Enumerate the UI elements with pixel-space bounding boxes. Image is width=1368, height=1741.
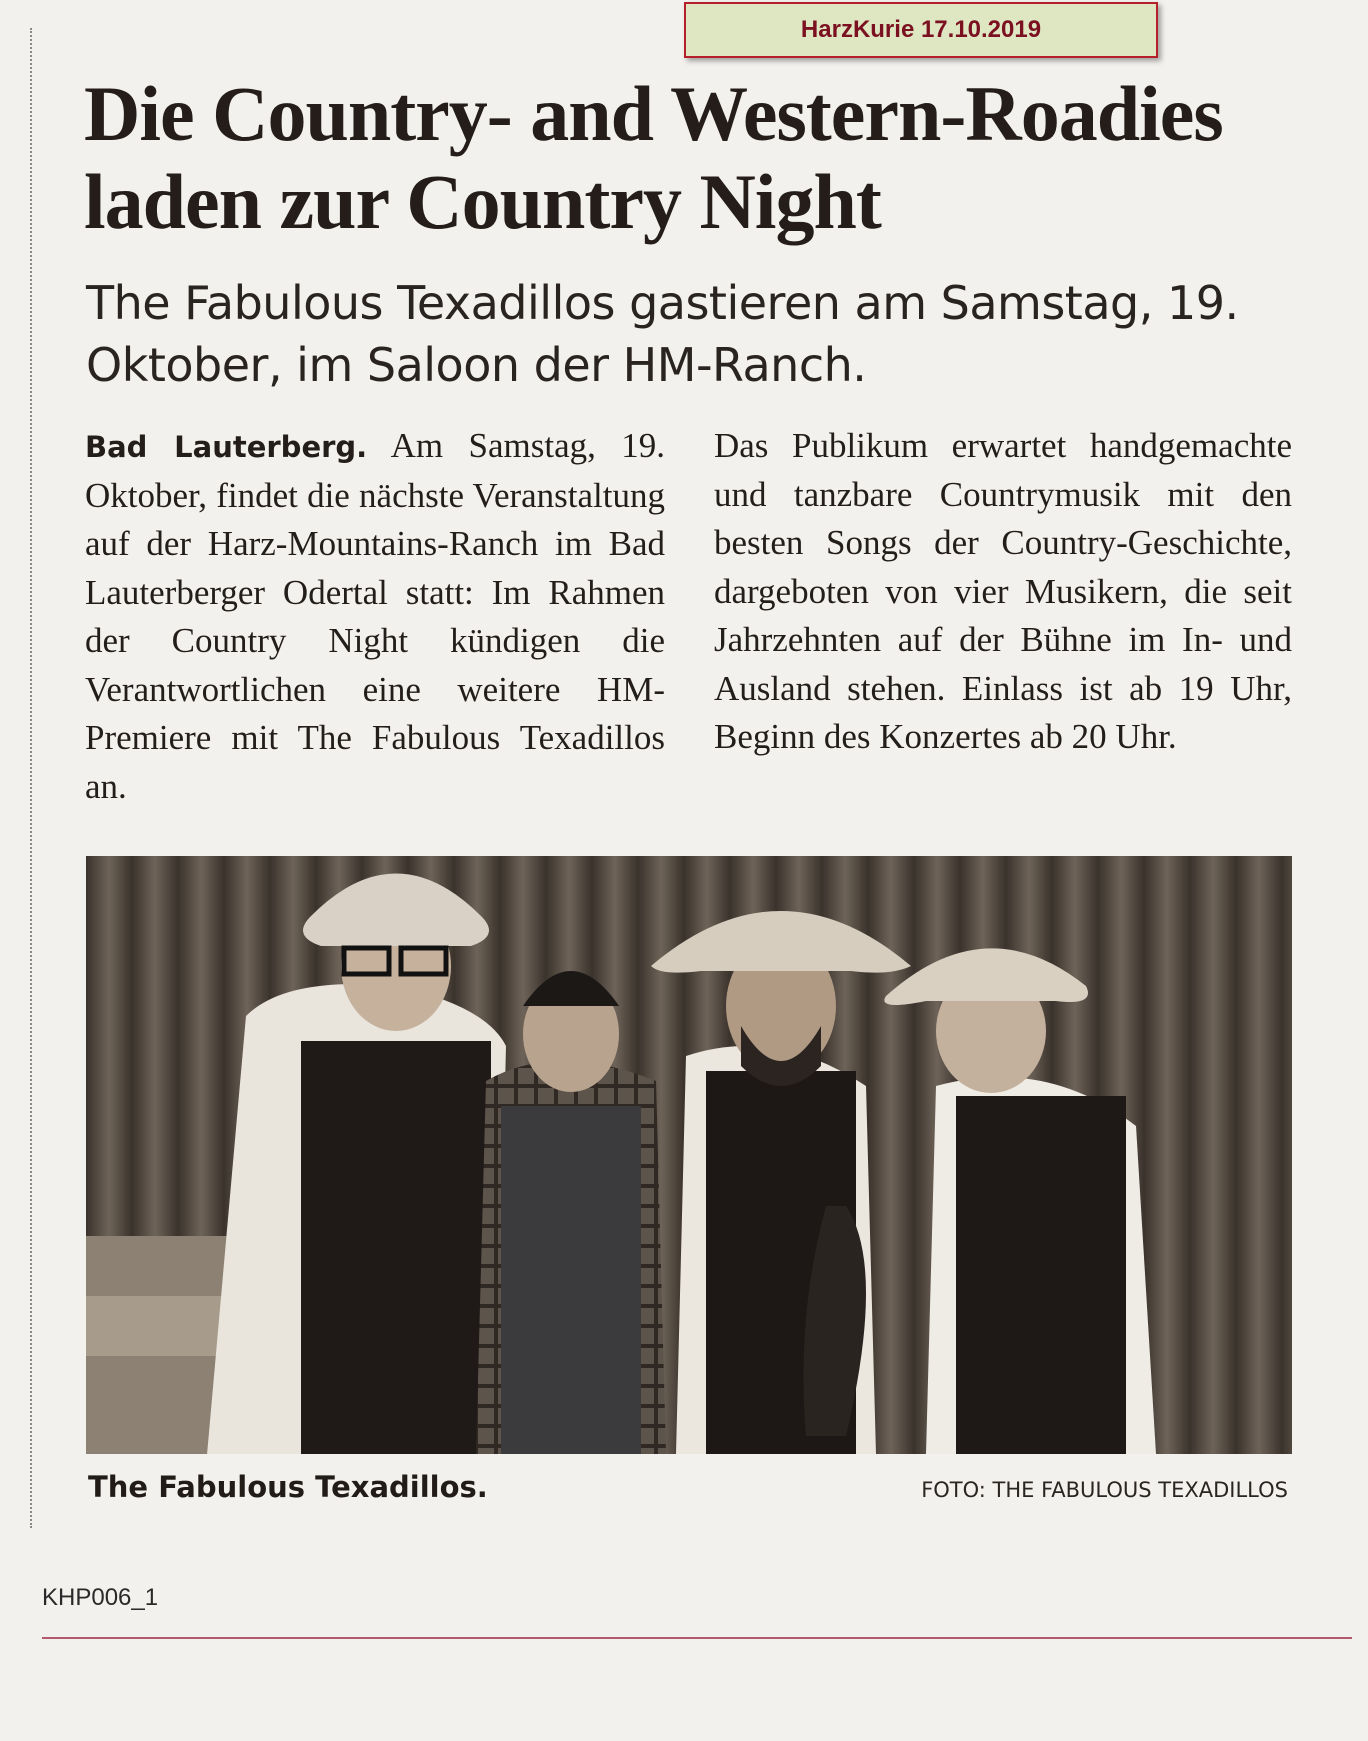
article-paragraph-2: Das Publikum erwartet handgemachte und tanzbare Countrymusik mit den besten Songs der Country-Geschichte, dargeboten von vier Musikern, die seit Jahrzehnten auf der Bühne im In- und Ausland stehen. Einlass ist ab 19 Uhr, Beginn des Konzertes ab 20 Uhr. xyxy=(714,426,1292,756)
article-paragraph-1: Am Samstag, 19. Oktober, findet die nächste Veranstaltung auf der Harz-Mountains-Ranch im Bad Lauterberger Odertal statt: Im Rahmen der Country Night kündigen die Verantwortlichen eine weitere HM-Premiere mit The Fabulous Texadillos an. xyxy=(85,426,665,806)
article-column-left xyxy=(85,422,665,811)
page-code: KHP006_1 xyxy=(42,1584,159,1611)
photo-caption: The Fabulous Texadillos. xyxy=(88,1470,488,1504)
photo-credit: FOTO: THE FABULOUS TEXADILLOS xyxy=(921,1478,1288,1502)
source-date-label: HarzKurie 17.10.2019 xyxy=(684,2,1158,58)
subheadline: The Fabulous Texadillos gastieren am Samstag, 19. Oktober, im Saloon der HM-Ranch. xyxy=(86,276,1239,392)
headline: Die Country- and Western-Roadies laden zur Country Night xyxy=(84,70,1223,245)
band-photo xyxy=(86,856,1292,1454)
bottom-rule xyxy=(42,1637,1352,1639)
dateline: Bad Lauterberg. xyxy=(85,430,368,464)
article-column-right xyxy=(714,422,1292,762)
page-edge-dots xyxy=(30,28,32,1528)
